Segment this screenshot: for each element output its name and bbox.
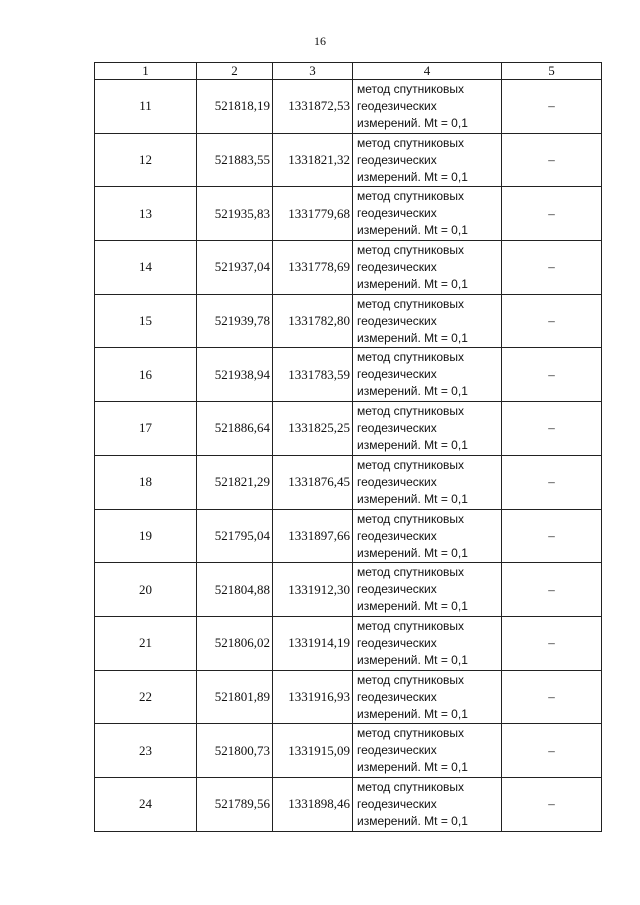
point-number-cell: 20 (95, 563, 197, 617)
table-body (95, 80, 602, 832)
table-row (95, 616, 602, 670)
x-coordinate-cell: 521818,19 (197, 80, 273, 134)
note-cell: – (502, 616, 602, 670)
point-number-cell: 19 (95, 509, 197, 563)
table-row (95, 348, 602, 402)
y-coordinate-cell: 1331779,68 (273, 187, 353, 241)
point-number-cell: 14 (95, 241, 197, 295)
y-coordinate-cell: 1331897,66 (273, 509, 353, 563)
method-cell: метод спутниковых геодезических измерений. Mt = 0,1 (353, 241, 502, 295)
table-row (95, 80, 602, 134)
point-number-cell: 22 (95, 670, 197, 724)
note-cell: – (502, 348, 602, 402)
note-cell: – (502, 777, 602, 831)
header-col-2: 2 (197, 63, 273, 80)
header-col-3: 3 (273, 63, 353, 80)
x-coordinate-cell: 521886,64 (197, 402, 273, 456)
note-cell: – (502, 455, 602, 509)
x-coordinate-cell: 521937,04 (197, 241, 273, 295)
method-cell: метод спутниковых геодезических измерений. Mt = 0,1 (353, 187, 502, 241)
method-cell: метод спутниковых геодезических измерений. Mt = 0,1 (353, 348, 502, 402)
page-number: 16 (314, 34, 326, 48)
table-row (95, 402, 602, 456)
table-row (95, 294, 602, 348)
point-number-cell: 16 (95, 348, 197, 402)
note-cell: – (502, 294, 602, 348)
header-col-1: 1 (95, 63, 197, 80)
method-cell: метод спутниковых геодезических измерений. Mt = 0,1 (353, 294, 502, 348)
table-row (95, 241, 602, 295)
point-number-cell: 17 (95, 402, 197, 456)
note-cell: – (502, 509, 602, 563)
point-number-cell: 13 (95, 187, 197, 241)
point-number-cell: 24 (95, 777, 197, 831)
table-row (95, 509, 602, 563)
y-coordinate-cell: 1331915,09 (273, 724, 353, 778)
method-cell: метод спутниковых геодезических измерений. Mt = 0,1 (353, 724, 502, 778)
point-number-cell: 23 (95, 724, 197, 778)
y-coordinate-cell: 1331898,46 (273, 777, 353, 831)
note-cell: – (502, 133, 602, 187)
coordinates-table (94, 62, 602, 832)
method-cell: метод спутниковых геодезических измерений. Mt = 0,1 (353, 80, 502, 134)
x-coordinate-cell: 521800,73 (197, 724, 273, 778)
header-col-4: 4 (353, 63, 502, 80)
method-cell: метод спутниковых геодезических измерений. Mt = 0,1 (353, 455, 502, 509)
point-number-cell: 21 (95, 616, 197, 670)
table-row (95, 670, 602, 724)
method-cell: метод спутниковых геодезических измерений. Mt = 0,1 (353, 616, 502, 670)
table-row (95, 187, 602, 241)
y-coordinate-cell: 1331778,69 (273, 241, 353, 295)
table-header (95, 63, 602, 80)
point-number-cell: 15 (95, 294, 197, 348)
x-coordinate-cell: 521789,56 (197, 777, 273, 831)
y-coordinate-cell: 1331914,19 (273, 616, 353, 670)
y-coordinate-cell: 1331782,80 (273, 294, 353, 348)
method-cell: метод спутниковых геодезических измерений. Mt = 0,1 (353, 777, 502, 831)
y-coordinate-cell: 1331825,25 (273, 402, 353, 456)
note-cell: – (502, 563, 602, 617)
y-coordinate-cell: 1331876,45 (273, 455, 353, 509)
point-number-cell: 11 (95, 80, 197, 134)
x-coordinate-cell: 521939,78 (197, 294, 273, 348)
method-cell: метод спутниковых геодезических измерений. Mt = 0,1 (353, 563, 502, 617)
method-cell: метод спутниковых геодезических измерений. Mt = 0,1 (353, 402, 502, 456)
method-cell: метод спутниковых геодезических измерений. Mt = 0,1 (353, 133, 502, 187)
y-coordinate-cell: 1331916,93 (273, 670, 353, 724)
method-cell: метод спутниковых геодезических измерений. Mt = 0,1 (353, 509, 502, 563)
note-cell: – (502, 80, 602, 134)
x-coordinate-cell: 521795,04 (197, 509, 273, 563)
note-cell: – (502, 402, 602, 456)
table-row (95, 133, 602, 187)
x-coordinate-cell: 521938,94 (197, 348, 273, 402)
y-coordinate-cell: 1331912,30 (273, 563, 353, 617)
note-cell: – (502, 724, 602, 778)
y-coordinate-cell: 1331872,53 (273, 80, 353, 134)
note-cell: – (502, 670, 602, 724)
note-cell: – (502, 241, 602, 295)
header-col-5: 5 (502, 63, 602, 80)
table-row (95, 777, 602, 831)
table-row (95, 563, 602, 617)
point-number-cell: 18 (95, 455, 197, 509)
header-row (95, 63, 602, 80)
x-coordinate-cell: 521801,89 (197, 670, 273, 724)
x-coordinate-cell: 521883,55 (197, 133, 273, 187)
x-coordinate-cell: 521935,83 (197, 187, 273, 241)
x-coordinate-cell: 521806,02 (197, 616, 273, 670)
x-coordinate-cell: 521804,88 (197, 563, 273, 617)
x-coordinate-cell: 521821,29 (197, 455, 273, 509)
method-cell: метод спутниковых геодезических измерений. Mt = 0,1 (353, 670, 502, 724)
note-cell: – (502, 187, 602, 241)
y-coordinate-cell: 1331821,32 (273, 133, 353, 187)
y-coordinate-cell: 1331783,59 (273, 348, 353, 402)
table-row (95, 455, 602, 509)
table-row (95, 724, 602, 778)
point-number-cell: 12 (95, 133, 197, 187)
